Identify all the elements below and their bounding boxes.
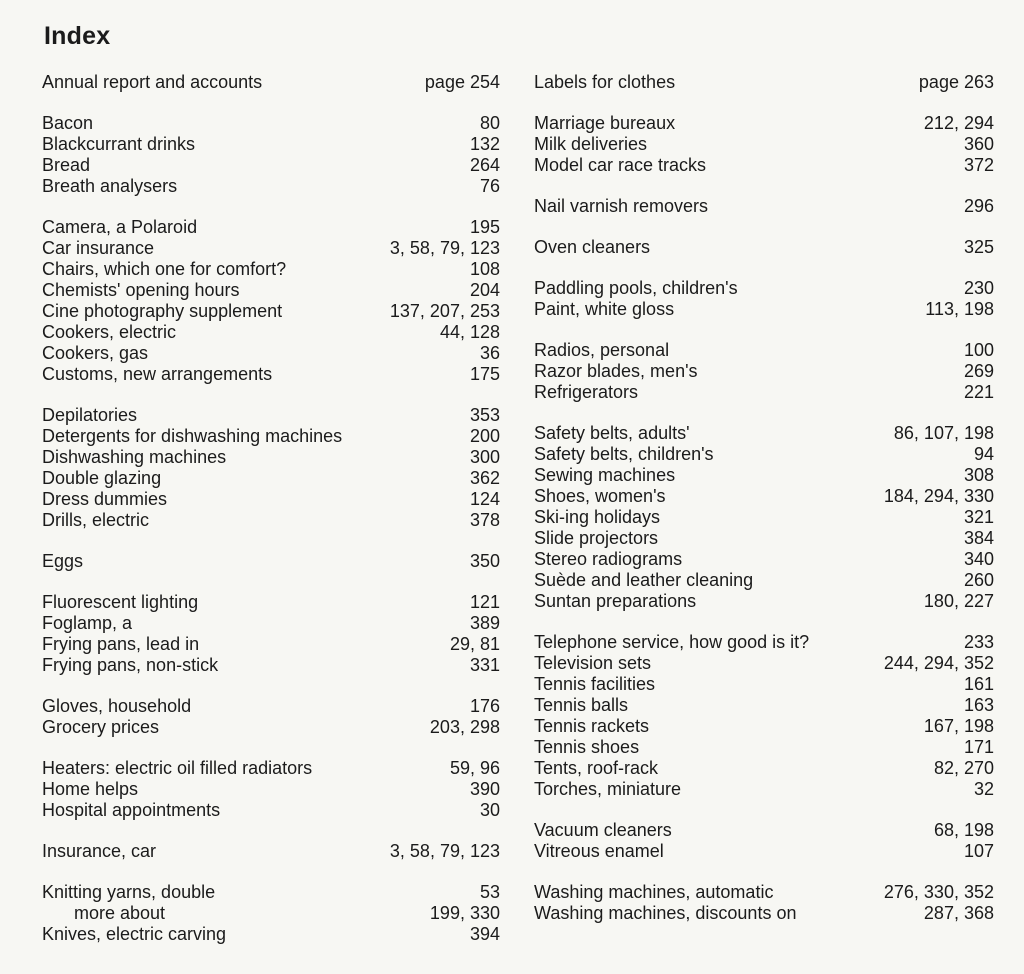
index-entry bbox=[534, 674, 994, 695]
index-term: Radios, personal bbox=[534, 340, 670, 360]
index-page-numbers: page 263 bbox=[918, 72, 994, 92]
index-term: Oven cleaners bbox=[534, 237, 651, 257]
index-page-numbers: 331 bbox=[469, 655, 500, 675]
index-term: Vacuum cleaners bbox=[534, 820, 672, 840]
index-entry bbox=[42, 259, 500, 280]
index-page-numbers: 384 bbox=[963, 528, 994, 548]
index-term: Gloves, household bbox=[42, 696, 192, 716]
index-page-numbers: page 254 bbox=[424, 72, 500, 92]
index-entry bbox=[42, 903, 500, 924]
index-term: Camera, a Polaroid bbox=[42, 217, 198, 237]
index-entry bbox=[534, 591, 994, 612]
index-entry bbox=[42, 882, 500, 903]
index-page-numbers: 212, 294 bbox=[923, 113, 994, 133]
index-page-numbers: 161 bbox=[963, 674, 994, 694]
index-entry bbox=[534, 155, 994, 176]
index-term: Foglamp, a bbox=[42, 613, 133, 633]
index-term: Detergents for dishwashing machines bbox=[42, 426, 343, 446]
index-term: Model car race tracks bbox=[534, 155, 707, 175]
index-term: Dishwashing machines bbox=[42, 447, 227, 467]
index-entry bbox=[534, 278, 994, 299]
index-page-numbers: 200 bbox=[469, 426, 500, 446]
index-term: Car insurance bbox=[42, 238, 155, 258]
index-page-numbers: 82, 270 bbox=[933, 758, 994, 778]
index-page-numbers: 94 bbox=[973, 444, 994, 464]
index-page-numbers: 362 bbox=[469, 468, 500, 488]
index-entry bbox=[534, 549, 994, 570]
index-page-numbers: 176 bbox=[469, 696, 500, 716]
index-entry bbox=[534, 903, 994, 924]
index-letter-group bbox=[42, 841, 500, 862]
index-term: Annual report and accounts bbox=[42, 72, 263, 92]
index-term: Marriage bureaux bbox=[534, 113, 676, 133]
index-page-numbers: 287, 368 bbox=[923, 903, 994, 923]
index-entry bbox=[42, 238, 500, 259]
index-entry bbox=[42, 468, 500, 489]
index-entry bbox=[534, 237, 994, 258]
index-term: Customs, new arrangements bbox=[42, 364, 273, 384]
index-term: Suède and leather cleaning bbox=[534, 570, 754, 590]
index-term: Labels for clothes bbox=[534, 72, 676, 92]
index-page-numbers: 124 bbox=[469, 489, 500, 509]
index-page-numbers: 167, 198 bbox=[923, 716, 994, 736]
index-page-numbers: 107 bbox=[963, 841, 994, 861]
index-term: Tennis rackets bbox=[534, 716, 650, 736]
index-entry bbox=[534, 632, 994, 653]
index-page-numbers: 296 bbox=[963, 196, 994, 216]
index-letter-group bbox=[534, 340, 994, 403]
index-entry bbox=[534, 570, 994, 591]
index-term: Stereo radiograms bbox=[534, 549, 683, 569]
index-term: Safety belts, adults' bbox=[534, 423, 690, 443]
index-letter-group bbox=[42, 882, 500, 945]
index-page-numbers: 3, 58, 79, 123 bbox=[389, 841, 500, 861]
index-page-numbers: 372 bbox=[963, 155, 994, 175]
index-page-numbers: 300 bbox=[469, 447, 500, 467]
index-entry bbox=[42, 551, 500, 572]
index-page-numbers: 171 bbox=[963, 737, 994, 757]
index-letter-group bbox=[534, 72, 994, 93]
index-term: Chemists' opening hours bbox=[42, 280, 240, 300]
index-entry bbox=[534, 695, 994, 716]
index-page-numbers: 233 bbox=[963, 632, 994, 652]
index-term: Dress dummies bbox=[42, 489, 168, 509]
index-entry bbox=[42, 489, 500, 510]
index-entry bbox=[534, 196, 994, 217]
index-term: Nail varnish removers bbox=[534, 196, 709, 216]
index-entry bbox=[534, 882, 994, 903]
index-entry bbox=[534, 72, 994, 93]
index-entry bbox=[42, 696, 500, 717]
index-entry bbox=[42, 779, 500, 800]
index-page-numbers: 132 bbox=[469, 134, 500, 154]
index-page-numbers: 204 bbox=[469, 280, 500, 300]
index-page-numbers: 269 bbox=[963, 361, 994, 381]
index-term: Sewing machines bbox=[534, 465, 676, 485]
index-page-numbers: 44, 128 bbox=[439, 322, 500, 342]
index-entry bbox=[42, 113, 500, 134]
index-entry bbox=[534, 340, 994, 361]
index-term: Frying pans, non-stick bbox=[42, 655, 219, 675]
index-entry bbox=[42, 800, 500, 821]
index-term: Frying pans, lead in bbox=[42, 634, 200, 654]
index-page-numbers: 36 bbox=[479, 343, 500, 363]
index-term: Paddling pools, children's bbox=[534, 278, 738, 298]
index-page-numbers: 350 bbox=[469, 551, 500, 571]
index-page-numbers: 308 bbox=[963, 465, 994, 485]
index-letter-group bbox=[42, 696, 500, 738]
index-term: Chairs, which one for comfort? bbox=[42, 259, 287, 279]
index-term: Telephone service, how good is it? bbox=[534, 632, 810, 652]
index-page-numbers: 175 bbox=[469, 364, 500, 384]
index-entry bbox=[534, 134, 994, 155]
index-term: Home helps bbox=[42, 779, 139, 799]
index-page-numbers: 394 bbox=[469, 924, 500, 944]
index-entry bbox=[534, 758, 994, 779]
index-page-numbers: 163 bbox=[963, 695, 994, 715]
index-page-numbers: 53 bbox=[479, 882, 500, 902]
index-entry bbox=[42, 72, 500, 93]
index-letter-group bbox=[42, 217, 500, 385]
index-entry bbox=[42, 426, 500, 447]
index-entry bbox=[534, 299, 994, 320]
index-letter-group bbox=[42, 72, 500, 93]
index-term: Razor blades, men's bbox=[534, 361, 698, 381]
index-term: Tennis shoes bbox=[534, 737, 640, 757]
index-page-numbers: 32 bbox=[973, 779, 994, 799]
index-letter-group bbox=[534, 237, 994, 258]
index-page-numbers: 137, 207, 253 bbox=[389, 301, 500, 321]
index-page-numbers: 221 bbox=[963, 382, 994, 402]
index-entry bbox=[42, 447, 500, 468]
index-letter-group bbox=[534, 113, 994, 176]
index-term: Washing machines, automatic bbox=[534, 882, 774, 902]
index-term: Grocery prices bbox=[42, 717, 160, 737]
index-entry bbox=[42, 405, 500, 426]
index-term: Knitting yarns, double bbox=[42, 882, 216, 902]
index-entry bbox=[42, 343, 500, 364]
index-entry bbox=[534, 113, 994, 134]
index-page-numbers: 276, 330, 352 bbox=[883, 882, 994, 902]
index-page-numbers: 321 bbox=[963, 507, 994, 527]
index-term: Shoes, women's bbox=[534, 486, 666, 506]
index-entry bbox=[534, 653, 994, 674]
index-entry bbox=[534, 382, 994, 403]
index-term: Television sets bbox=[534, 653, 652, 673]
index-page-numbers: 3, 58, 79, 123 bbox=[389, 238, 500, 258]
index-term: Refrigerators bbox=[534, 382, 639, 402]
index-term: Slide projectors bbox=[534, 528, 659, 548]
index-letter-group bbox=[534, 882, 994, 924]
index-page-numbers: 360 bbox=[963, 134, 994, 154]
index-letter-group bbox=[534, 196, 994, 217]
index-page-numbers: 113, 198 bbox=[925, 299, 994, 319]
index-entry bbox=[534, 423, 994, 444]
index-term: Cookers, electric bbox=[42, 322, 177, 342]
index-entry bbox=[534, 465, 994, 486]
index-letter-group bbox=[42, 758, 500, 821]
index-page-numbers: 340 bbox=[963, 549, 994, 569]
index-term: Breath analysers bbox=[42, 176, 178, 196]
index-letter-group bbox=[534, 820, 994, 862]
index-page-numbers: 59, 96 bbox=[449, 758, 500, 778]
index-entry bbox=[42, 924, 500, 945]
index-page-numbers: 121 bbox=[469, 592, 500, 612]
index-letter-group bbox=[42, 113, 500, 197]
index-page-numbers: 203, 298 bbox=[429, 717, 500, 737]
index-term: Hospital appointments bbox=[42, 800, 221, 820]
index-term: Washing machines, discounts on bbox=[534, 903, 797, 923]
index-entry bbox=[534, 361, 994, 382]
index-page-numbers: 390 bbox=[469, 779, 500, 799]
index-entry bbox=[534, 820, 994, 841]
index-term: Cine photography supplement bbox=[42, 301, 283, 321]
index-page-numbers: 86, 107, 198 bbox=[893, 423, 994, 443]
index-term: Tents, roof-rack bbox=[534, 758, 659, 778]
index-entry bbox=[534, 507, 994, 528]
index-column-left bbox=[42, 72, 500, 965]
index-page-numbers: 100 bbox=[963, 340, 994, 360]
index-entry bbox=[42, 134, 500, 155]
index-term: Insurance, car bbox=[42, 841, 157, 861]
index-term: Eggs bbox=[42, 551, 84, 571]
index-letter-group bbox=[534, 278, 994, 320]
index-term: Ski-ing holidays bbox=[534, 507, 661, 527]
index-term: Drills, electric bbox=[42, 510, 150, 530]
index-entry bbox=[42, 841, 500, 862]
index-page-numbers: 108 bbox=[469, 259, 500, 279]
index-entry bbox=[42, 217, 500, 238]
index-entry bbox=[534, 779, 994, 800]
index-term: Tennis facilities bbox=[534, 674, 656, 694]
index-page-numbers: 230 bbox=[963, 278, 994, 298]
index-letter-group bbox=[42, 551, 500, 572]
index-term: Paint, white gloss bbox=[534, 299, 675, 319]
index-term: Milk deliveries bbox=[534, 134, 648, 154]
index-term: Vitreous enamel bbox=[534, 841, 664, 861]
page-title: Index bbox=[44, 22, 111, 50]
index-entry bbox=[534, 841, 994, 862]
index-entry bbox=[42, 613, 500, 634]
index-term: Double glazing bbox=[42, 468, 162, 488]
index-term: Tennis balls bbox=[534, 695, 629, 715]
index-page-numbers: 195 bbox=[469, 217, 500, 237]
index-entry bbox=[42, 592, 500, 613]
index-page-numbers: 30 bbox=[479, 800, 500, 820]
index-page-numbers: 264 bbox=[469, 155, 500, 175]
index-entry bbox=[42, 322, 500, 343]
index-letter-group bbox=[534, 423, 994, 612]
index-term: Safety belts, children's bbox=[534, 444, 714, 464]
index-entry bbox=[42, 717, 500, 738]
index-term: Knives, electric carving bbox=[42, 924, 227, 944]
index-page-numbers: 378 bbox=[469, 510, 500, 530]
index-page-numbers: 199, 330 bbox=[429, 903, 500, 923]
index-entry bbox=[42, 280, 500, 301]
index-page-numbers: 184, 294, 330 bbox=[883, 486, 994, 506]
index-letter-group bbox=[42, 592, 500, 676]
index-entry bbox=[42, 155, 500, 176]
index-term: Bacon bbox=[42, 113, 94, 133]
index-term: Blackcurrant drinks bbox=[42, 134, 196, 154]
index-page-numbers: 244, 294, 352 bbox=[883, 653, 994, 673]
index-term: Torches, miniature bbox=[534, 779, 682, 799]
index-page-numbers: 76 bbox=[479, 176, 500, 196]
index-page-numbers: 68, 198 bbox=[933, 820, 994, 840]
index-page-numbers: 29, 81 bbox=[449, 634, 500, 654]
index-entry bbox=[42, 301, 500, 322]
index-entry bbox=[534, 486, 994, 507]
index-letter-group bbox=[534, 632, 994, 800]
index-entry bbox=[42, 634, 500, 655]
index-entry bbox=[42, 510, 500, 531]
index-entry bbox=[42, 176, 500, 197]
index-entry bbox=[42, 655, 500, 676]
index-term: Heaters: electric oil filled radiators bbox=[42, 758, 313, 778]
index-page-numbers: 389 bbox=[469, 613, 500, 633]
index-page-numbers: 353 bbox=[469, 405, 500, 425]
index-entry bbox=[534, 444, 994, 465]
index-page-numbers: 180, 227 bbox=[923, 591, 994, 611]
index-letter-group bbox=[42, 405, 500, 531]
index-entry bbox=[42, 758, 500, 779]
index-page-numbers: 260 bbox=[963, 570, 994, 590]
index-page-numbers: 80 bbox=[479, 113, 500, 133]
index-term: Fluorescent lighting bbox=[42, 592, 199, 612]
index-entry bbox=[534, 737, 994, 758]
index-entry bbox=[534, 528, 994, 549]
index-term: Cookers, gas bbox=[42, 343, 149, 363]
index-entry bbox=[534, 716, 994, 737]
index-column-right bbox=[534, 72, 994, 944]
index-term: more about bbox=[74, 903, 166, 923]
index-term: Bread bbox=[42, 155, 91, 175]
index-term: Depilatories bbox=[42, 405, 138, 425]
index-entry bbox=[42, 364, 500, 385]
index-term: Suntan preparations bbox=[534, 591, 697, 611]
index-page-numbers: 325 bbox=[963, 237, 994, 257]
